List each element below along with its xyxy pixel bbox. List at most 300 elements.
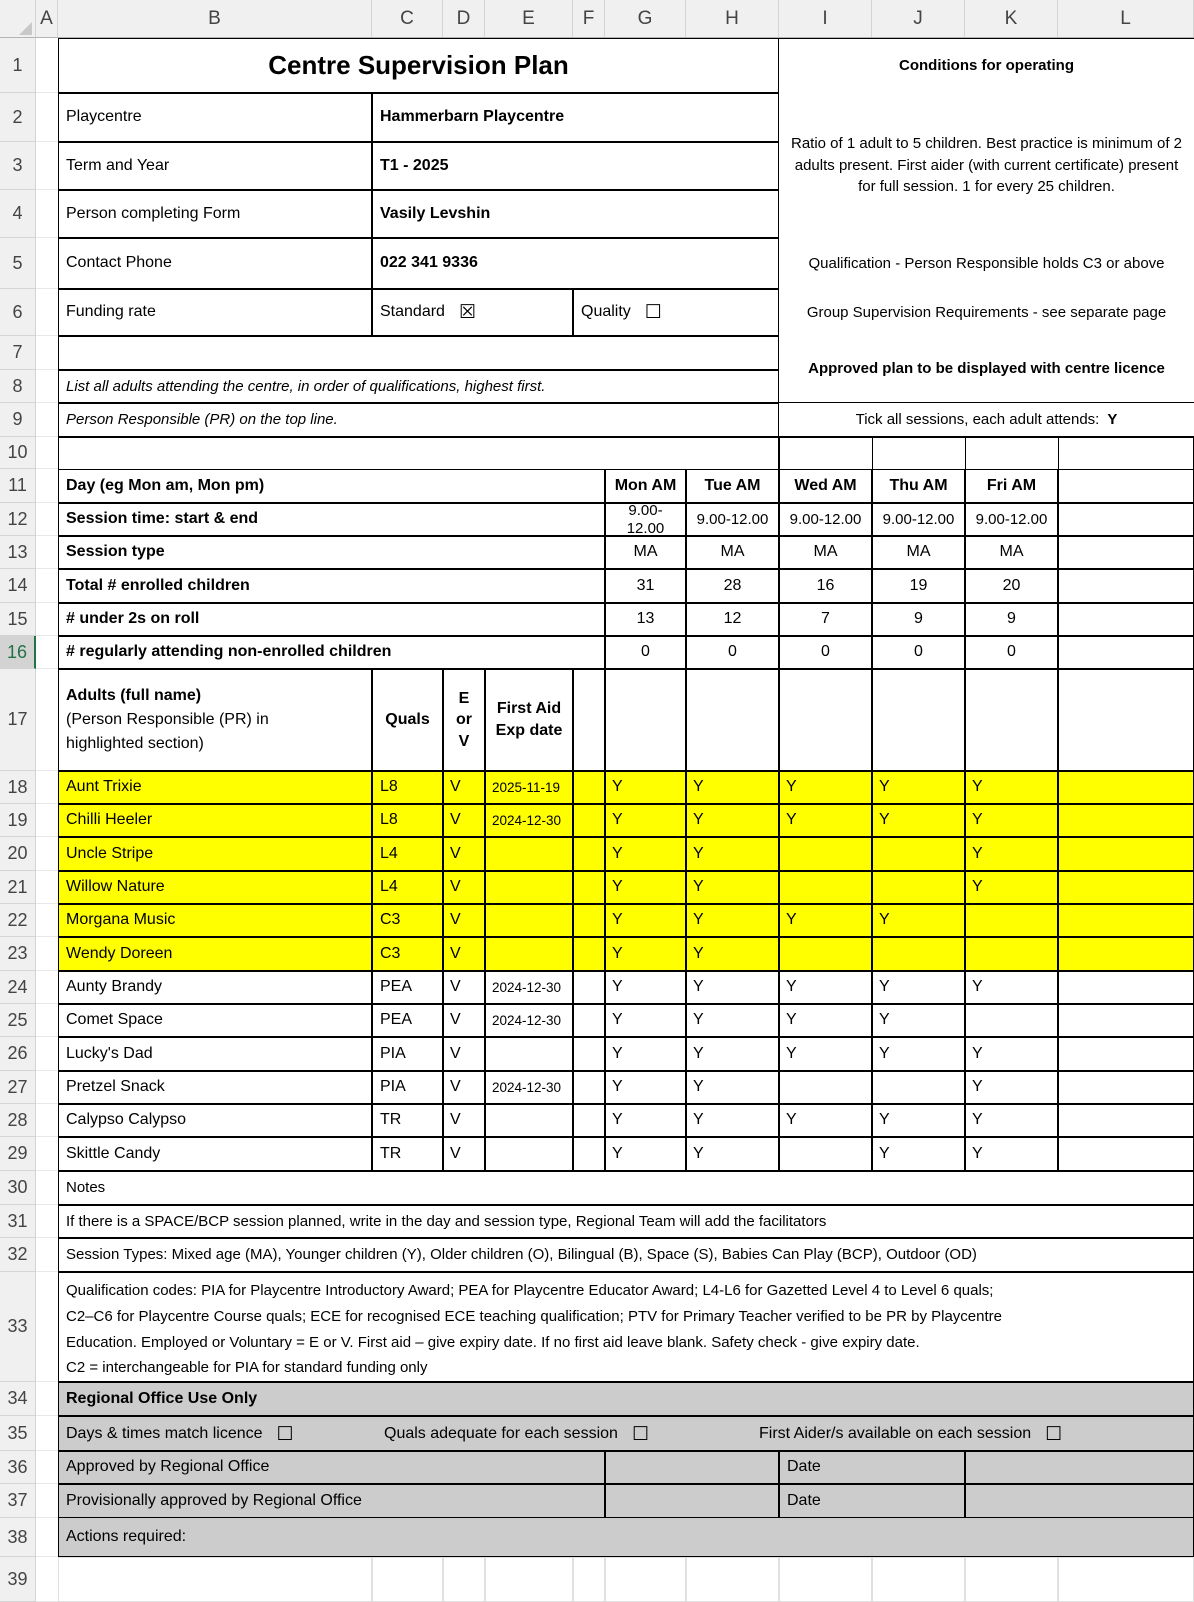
session-total_enrolled-j[interactable]: 19 — [872, 569, 965, 603]
adult-quals-1[interactable]: L8 — [372, 771, 443, 804]
row-header-29[interactable]: 29 — [0, 1137, 36, 1171]
session-times-i[interactable]: 9.00-12.00 — [779, 503, 872, 536]
adult-attendance-2-l[interactable] — [1058, 804, 1194, 837]
adult-attendance-4-j[interactable] — [872, 871, 965, 904]
session-under_twos-g[interactable]: 13 — [605, 603, 686, 636]
funding-quality-label: Quality — [581, 303, 631, 321]
select-all-corner[interactable] — [0, 0, 36, 37]
adult-attendance-7-h[interactable]: Y — [686, 971, 779, 1004]
cell-a16[interactable] — [36, 636, 58, 669]
empty-cell-39-e[interactable] — [485, 1557, 573, 1602]
adult-attendance-6-j[interactable] — [872, 937, 965, 971]
adult-attendance-6-l[interactable] — [1058, 937, 1194, 971]
cell-a31[interactable] — [36, 1205, 58, 1238]
adults-header-session-k — [965, 669, 1058, 771]
session-times-l[interactable] — [1058, 503, 1194, 536]
blank-row-10-left[interactable] — [58, 437, 779, 469]
adult-attendance-12-l[interactable] — [1058, 1137, 1194, 1171]
session-total_enrolled-k[interactable]: 20 — [965, 569, 1058, 603]
row-header-26[interactable]: 26 — [0, 1037, 36, 1071]
cell-a4[interactable] — [36, 190, 58, 238]
funding-standard-checkbox[interactable]: ☒ — [458, 302, 476, 323]
column-header-f[interactable]: F — [573, 0, 605, 37]
cell-a10[interactable] — [36, 437, 58, 469]
adult-attendance-11-l[interactable] — [1058, 1104, 1194, 1137]
cell-a12[interactable] — [36, 503, 58, 536]
adult-attendance-4-l[interactable] — [1058, 871, 1194, 904]
row-header-12[interactable]: 12 — [0, 503, 36, 536]
row-header-19[interactable]: 19 — [0, 804, 36, 837]
session-days-h[interactable]: Tue AM — [686, 469, 779, 503]
adult-first-aid-8[interactable]: 2024-12-30 — [485, 1004, 573, 1037]
row-header-20[interactable]: 20 — [0, 837, 36, 871]
adult-attendance-10-l[interactable] — [1058, 1071, 1194, 1104]
cell-a37[interactable] — [36, 1484, 58, 1518]
adult-attendance-4-g[interactable]: Y — [605, 871, 686, 904]
session-non_enrolled-g[interactable]: 0 — [605, 636, 686, 669]
adult-e-or-v-5[interactable]: V — [443, 904, 485, 937]
row-header-28[interactable]: 28 — [0, 1104, 36, 1137]
row-header-6[interactable]: 6 — [0, 289, 36, 336]
cell-a9[interactable] — [36, 403, 58, 437]
session-days-k[interactable]: Fri AM — [965, 469, 1058, 503]
adult-spacer-f-11[interactable] — [573, 1104, 605, 1137]
adult-spacer-f-5[interactable] — [573, 904, 605, 937]
cell-a26[interactable] — [36, 1037, 58, 1071]
row-header-9[interactable]: 9 — [0, 403, 36, 437]
adult-e-or-v-11[interactable]: V — [443, 1104, 485, 1137]
blank-row-7[interactable] — [58, 336, 779, 370]
row-header-5[interactable]: 5 — [0, 238, 36, 289]
adult-attendance-11-j[interactable]: Y — [872, 1104, 965, 1137]
session-times-k[interactable]: 9.00-12.00 — [965, 503, 1058, 536]
cell-a7[interactable] — [36, 336, 58, 370]
regional-office-provisional-date-value[interactable] — [965, 1484, 1194, 1518]
row-header-1[interactable]: 1 — [0, 38, 36, 93]
adult-attendance-9-j[interactable]: Y — [872, 1037, 965, 1071]
adult-attendance-2-g[interactable]: Y — [605, 804, 686, 837]
cell-a36[interactable] — [36, 1451, 58, 1484]
funding-standard-cell[interactable] — [372, 289, 573, 336]
empty-cell-39-j[interactable] — [872, 1557, 965, 1602]
cell-a23[interactable] — [36, 937, 58, 971]
adult-attendance-11-g[interactable]: Y — [605, 1104, 686, 1137]
cell-a11[interactable] — [36, 469, 58, 503]
cell-a14[interactable] — [36, 569, 58, 603]
adult-attendance-3-h[interactable]: Y — [686, 837, 779, 871]
row-header-10[interactable]: 10 — [0, 437, 36, 469]
column-header-k[interactable]: K — [965, 0, 1058, 37]
adult-quals-7[interactable]: PEA — [372, 971, 443, 1004]
blank-row-10-l[interactable] — [1058, 437, 1194, 469]
cell-a33[interactable] — [36, 1272, 58, 1382]
regional-office-provisional-value[interactable] — [605, 1484, 779, 1518]
funding-quality-checkbox[interactable]: ☐ — [644, 302, 662, 323]
adult-spacer-f-2[interactable] — [573, 804, 605, 837]
cell-a32[interactable] — [36, 1238, 58, 1272]
adult-attendance-10-h[interactable]: Y — [686, 1071, 779, 1104]
value-contact_phone[interactable]: 022 341 9336 — [372, 238, 779, 289]
cell-a29[interactable] — [36, 1137, 58, 1171]
row-header-7[interactable]: 7 — [0, 336, 36, 370]
column-header-l[interactable]: L — [1058, 0, 1194, 37]
funding-quality-cell[interactable] — [573, 289, 779, 336]
session-total_enrolled-g[interactable]: 31 — [605, 569, 686, 603]
row-header-14[interactable]: 14 — [0, 569, 36, 603]
row-header-34[interactable]: 34 — [0, 1382, 36, 1416]
adult-attendance-2-j[interactable]: Y — [872, 804, 965, 837]
column-header-i[interactable]: I — [779, 0, 872, 37]
adult-e-or-v-1[interactable]: V — [443, 771, 485, 804]
regional-office-days-times-match-checkbox[interactable]: ☐ — [276, 1424, 294, 1445]
adult-first-aid-10[interactable]: 2024-12-30 — [485, 1071, 573, 1104]
adult-spacer-f-12[interactable] — [573, 1137, 605, 1171]
row-header-36[interactable]: 36 — [0, 1451, 36, 1484]
row-header-18[interactable]: 18 — [0, 771, 36, 804]
session-types-j[interactable]: MA — [872, 536, 965, 569]
cell-a22[interactable] — [36, 904, 58, 937]
adult-attendance-3-g[interactable]: Y — [605, 837, 686, 871]
row-header-23[interactable]: 23 — [0, 937, 36, 971]
cell-a25[interactable] — [36, 1004, 58, 1037]
adult-attendance-7-l[interactable] — [1058, 971, 1194, 1004]
adult-attendance-2-h[interactable]: Y — [686, 804, 779, 837]
session-types-k[interactable]: MA — [965, 536, 1058, 569]
regional-office-first-aiders-available-checkbox[interactable]: ☐ — [1045, 1424, 1063, 1445]
adult-spacer-f-8[interactable] — [573, 1004, 605, 1037]
notes-qual-codes-line4: C2 = interchangeable for PIA for standard funding only — [66, 1359, 428, 1377]
cell-a15[interactable] — [36, 603, 58, 636]
adult-attendance-5-h[interactable]: Y — [686, 904, 779, 937]
adult-attendance-7-i[interactable]: Y — [779, 971, 872, 1004]
column-header-c[interactable]: C — [372, 0, 443, 37]
cell-a8[interactable] — [36, 370, 58, 403]
session-non_enrolled-k[interactable]: 0 — [965, 636, 1058, 669]
cell-a3[interactable] — [36, 142, 58, 190]
adults-header-spacer-f — [573, 669, 605, 771]
cell-a34[interactable] — [36, 1382, 58, 1416]
adult-name-12[interactable]: Skittle Candy — [58, 1137, 372, 1171]
adult-attendance-1-i[interactable]: Y — [779, 771, 872, 804]
adult-first-aid-1[interactable]: 2025-11-19 — [485, 771, 573, 804]
adult-spacer-f-6[interactable] — [573, 937, 605, 971]
cell-a35[interactable] — [36, 1416, 58, 1451]
session-non_enrolled-l[interactable] — [1058, 636, 1194, 669]
session-total_enrolled-l[interactable] — [1058, 569, 1194, 603]
adult-attendance-3-l[interactable] — [1058, 837, 1194, 871]
adult-e-or-v-2[interactable]: V — [443, 804, 485, 837]
adult-first-aid-9[interactable] — [485, 1037, 573, 1071]
adult-first-aid-2[interactable]: 2024-12-30 — [485, 804, 573, 837]
adult-e-or-v-9[interactable]: V — [443, 1037, 485, 1071]
adult-attendance-3-j[interactable] — [872, 837, 965, 871]
adult-attendance-6-g[interactable]: Y — [605, 937, 686, 971]
adult-name-1[interactable]: Aunt Trixie — [58, 771, 372, 804]
adult-quals-9[interactable]: PIA — [372, 1037, 443, 1071]
row-header-15[interactable]: 15 — [0, 603, 36, 636]
adult-attendance-1-k[interactable]: Y — [965, 771, 1058, 804]
adult-attendance-4-k[interactable]: Y — [965, 871, 1058, 904]
adult-first-aid-4[interactable] — [485, 871, 573, 904]
adult-attendance-12-i[interactable] — [779, 1137, 872, 1171]
adult-first-aid-6[interactable] — [485, 937, 573, 971]
session-non_enrolled-j[interactable]: 0 — [872, 636, 965, 669]
adult-name-11[interactable]: Calypso Calypso — [58, 1104, 372, 1137]
adult-quals-6[interactable]: C3 — [372, 937, 443, 971]
session-times-g[interactable]: 9.00-12.00 — [605, 503, 686, 536]
adult-name-8[interactable]: Comet Space — [58, 1004, 372, 1037]
adult-quals-2[interactable]: L8 — [372, 804, 443, 837]
adult-quals-4[interactable]: L4 — [372, 871, 443, 904]
cell-a19[interactable] — [36, 804, 58, 837]
adult-e-or-v-8[interactable]: V — [443, 1004, 485, 1037]
adult-attendance-2-i[interactable]: Y — [779, 804, 872, 837]
row-header-25[interactable]: 25 — [0, 1004, 36, 1037]
cell-a21[interactable] — [36, 871, 58, 904]
adult-attendance-5-g[interactable]: Y — [605, 904, 686, 937]
adult-quals-3[interactable]: L4 — [372, 837, 443, 871]
adults-header-e-or-v-line3: V — [458, 732, 470, 750]
row-header-31[interactable]: 31 — [0, 1205, 36, 1238]
adult-attendance-2-k[interactable]: Y — [965, 804, 1058, 837]
row-header-32[interactable]: 32 — [0, 1238, 36, 1272]
cell-a20[interactable] — [36, 837, 58, 871]
empty-cell-39-h[interactable] — [686, 1557, 779, 1602]
adult-attendance-4-i[interactable] — [779, 871, 872, 904]
adult-first-aid-5[interactable] — [485, 904, 573, 937]
regional-office-approved-value[interactable] — [605, 1451, 779, 1484]
column-header-h[interactable]: H — [686, 0, 779, 37]
regional-office-first-aiders-available-group — [759, 1417, 1062, 1451]
row-header-30[interactable]: 30 — [0, 1171, 36, 1205]
session-types-h[interactable]: MA — [686, 536, 779, 569]
adult-quals-11[interactable]: TR — [372, 1104, 443, 1137]
adult-attendance-8-j[interactable]: Y — [872, 1004, 965, 1037]
adult-e-or-v-4[interactable]: V — [443, 871, 485, 904]
column-header-d[interactable]: D — [443, 0, 485, 37]
session-days-i[interactable]: Wed AM — [779, 469, 872, 503]
adult-attendance-10-j[interactable] — [872, 1071, 965, 1104]
session-row-label-under_twos: # under 2s on roll — [58, 603, 605, 636]
adult-attendance-5-j[interactable]: Y — [872, 904, 965, 937]
blank-row-10-k[interactable] — [965, 437, 1058, 469]
cell-a6[interactable] — [36, 289, 58, 336]
adult-spacer-f-10[interactable] — [573, 1071, 605, 1104]
cell-a13[interactable] — [36, 536, 58, 569]
row-header-39[interactable]: 39 — [0, 1557, 36, 1602]
adult-name-3[interactable]: Uncle Stripe — [58, 837, 372, 871]
adult-attendance-12-h[interactable]: Y — [686, 1137, 779, 1171]
session-under_twos-k[interactable]: 9 — [965, 603, 1058, 636]
session-under_twos-l[interactable] — [1058, 603, 1194, 636]
adult-e-or-v-7[interactable]: V — [443, 971, 485, 1004]
row-header-2[interactable]: 2 — [0, 93, 36, 142]
empty-cell-39-k[interactable] — [965, 1557, 1058, 1602]
session-types-i[interactable]: MA — [779, 536, 872, 569]
session-under_twos-h[interactable]: 12 — [686, 603, 779, 636]
empty-cell-39-b[interactable] — [58, 1557, 372, 1602]
empty-cell-39-f[interactable] — [573, 1557, 605, 1602]
cell-a18[interactable] — [36, 771, 58, 804]
cell-a39[interactable] — [36, 1557, 58, 1602]
blank-row-10-j[interactable] — [872, 437, 965, 469]
value-term_and_year[interactable]: T1 - 2025 — [372, 142, 779, 190]
blank-row-10-i[interactable] — [779, 437, 872, 469]
value-person_completing_form[interactable]: Vasily Levshin — [372, 190, 779, 238]
row-header-8[interactable]: 8 — [0, 370, 36, 403]
value-playcentre[interactable]: Hammerbarn Playcentre — [372, 93, 779, 142]
adult-first-aid-7[interactable]: 2024-12-30 — [485, 971, 573, 1004]
cell-a28[interactable] — [36, 1104, 58, 1137]
session-under_twos-j[interactable]: 9 — [872, 603, 965, 636]
adult-attendance-8-l[interactable] — [1058, 1004, 1194, 1037]
adult-attendance-10-k[interactable]: Y — [965, 1071, 1058, 1104]
adult-attendance-4-h[interactable]: Y — [686, 871, 779, 904]
adult-attendance-6-h[interactable]: Y — [686, 937, 779, 971]
empty-cell-39-c[interactable] — [372, 1557, 443, 1602]
adult-quals-12[interactable]: TR — [372, 1137, 443, 1171]
adult-attendance-8-k[interactable] — [965, 1004, 1058, 1037]
adult-quals-8[interactable]: PEA — [372, 1004, 443, 1037]
adult-attendance-3-i[interactable] — [779, 837, 872, 871]
adult-attendance-1-h[interactable]: Y — [686, 771, 779, 804]
adult-attendance-8-g[interactable]: Y — [605, 1004, 686, 1037]
adult-name-5[interactable]: Morgana Music — [58, 904, 372, 937]
session-types-g[interactable]: MA — [605, 536, 686, 569]
adult-e-or-v-12[interactable]: V — [443, 1137, 485, 1171]
conditions-heading: Conditions for operating — [779, 38, 1194, 93]
adult-attendance-10-i[interactable] — [779, 1071, 872, 1104]
adult-spacer-f-3[interactable] — [573, 837, 605, 871]
session-total_enrolled-i[interactable]: 16 — [779, 569, 872, 603]
adult-attendance-5-k[interactable] — [965, 904, 1058, 937]
row-header-37[interactable]: 37 — [0, 1484, 36, 1518]
empty-cell-39-d[interactable] — [443, 1557, 485, 1602]
column-header-b[interactable]: B — [58, 0, 372, 37]
session-times-j[interactable]: 9.00-12.00 — [872, 503, 965, 536]
session-days-g[interactable]: Mon AM — [605, 469, 686, 503]
adult-attendance-6-i[interactable] — [779, 937, 872, 971]
adult-name-4[interactable]: Willow Nature — [58, 871, 372, 904]
column-header-e[interactable]: E — [485, 0, 573, 37]
cell-a1[interactable] — [36, 38, 58, 93]
cell-a30[interactable] — [36, 1171, 58, 1205]
adult-name-2[interactable]: Chilli Heeler — [58, 804, 372, 837]
cell-a5[interactable] — [36, 238, 58, 289]
adult-attendance-7-g[interactable]: Y — [605, 971, 686, 1004]
adult-name-10[interactable]: Pretzel Snack — [58, 1071, 372, 1104]
cell-a17[interactable] — [36, 669, 58, 771]
adult-attendance-7-k[interactable]: Y — [965, 971, 1058, 1004]
adult-attendance-9-i[interactable]: Y — [779, 1037, 872, 1071]
row-header-24[interactable]: 24 — [0, 971, 36, 1004]
adult-attendance-5-l[interactable] — [1058, 904, 1194, 937]
row-header-3[interactable]: 3 — [0, 142, 36, 190]
regional-office-approved-date-value[interactable] — [965, 1451, 1194, 1484]
adult-attendance-1-l[interactable] — [1058, 771, 1194, 804]
adult-attendance-9-g[interactable]: Y — [605, 1037, 686, 1071]
adult-attendance-11-i[interactable]: Y — [779, 1104, 872, 1137]
regional-office-quals-adequate-checkbox[interactable]: ☐ — [631, 1424, 649, 1445]
row-header-38[interactable]: 38 — [0, 1518, 36, 1557]
adult-attendance-12-j[interactable]: Y — [872, 1137, 965, 1171]
empty-cell-39-i[interactable] — [779, 1557, 872, 1602]
adult-attendance-9-h[interactable]: Y — [686, 1037, 779, 1071]
adult-attendance-1-j[interactable]: Y — [872, 771, 965, 804]
empty-cell-39-l[interactable] — [1058, 1557, 1194, 1602]
adult-name-7[interactable]: Aunty Brandy — [58, 971, 372, 1004]
adult-attendance-8-i[interactable]: Y — [779, 1004, 872, 1037]
session-times-h[interactable]: 9.00-12.00 — [686, 503, 779, 536]
row-header-13[interactable]: 13 — [0, 536, 36, 569]
adult-name-9[interactable]: Lucky's Dad — [58, 1037, 372, 1071]
adult-attendance-12-g[interactable]: Y — [605, 1137, 686, 1171]
adult-spacer-f-9[interactable] — [573, 1037, 605, 1071]
adult-e-or-v-3[interactable]: V — [443, 837, 485, 871]
adults-header-session-h — [686, 669, 779, 771]
cell-a24[interactable] — [36, 971, 58, 1004]
row-header-27[interactable]: 27 — [0, 1071, 36, 1104]
row-header-35[interactable]: 35 — [0, 1416, 36, 1451]
session-total_enrolled-h[interactable]: 28 — [686, 569, 779, 603]
row-header-4[interactable]: 4 — [0, 190, 36, 238]
session-types-l[interactable] — [1058, 536, 1194, 569]
adult-attendance-6-k[interactable] — [965, 937, 1058, 971]
adult-first-aid-11[interactable] — [485, 1104, 573, 1137]
adult-attendance-1-g[interactable]: Y — [605, 771, 686, 804]
adult-first-aid-12[interactable] — [485, 1137, 573, 1171]
adult-first-aid-3[interactable] — [485, 837, 573, 871]
column-header-g[interactable]: G — [605, 0, 686, 37]
row-header-22[interactable]: 22 — [0, 904, 36, 937]
cell-a27[interactable] — [36, 1071, 58, 1104]
adult-attendance-7-j[interactable]: Y — [872, 971, 965, 1004]
cell-a2[interactable] — [36, 93, 58, 142]
row-header-21[interactable]: 21 — [0, 871, 36, 904]
adult-attendance-12-k[interactable]: Y — [965, 1137, 1058, 1171]
adult-attendance-8-h[interactable]: Y — [686, 1004, 779, 1037]
adult-e-or-v-10[interactable]: V — [443, 1071, 485, 1104]
row-header-11[interactable]: 11 — [0, 469, 36, 503]
adult-quals-10[interactable]: PIA — [372, 1071, 443, 1104]
session-under_twos-i[interactable]: 7 — [779, 603, 872, 636]
adult-attendance-3-k[interactable]: Y — [965, 837, 1058, 871]
adult-attendance-9-l[interactable] — [1058, 1037, 1194, 1071]
adult-e-or-v-6[interactable]: V — [443, 937, 485, 971]
adult-quals-5[interactable]: C3 — [372, 904, 443, 937]
session-days-l[interactable] — [1058, 469, 1194, 503]
adult-attendance-11-k[interactable]: Y — [965, 1104, 1058, 1137]
session-days-j[interactable]: Thu AM — [872, 469, 965, 503]
adult-spacer-f-1[interactable] — [573, 771, 605, 804]
row-header-33[interactable]: 33 — [0, 1272, 36, 1382]
adult-attendance-10-g[interactable]: Y — [605, 1071, 686, 1104]
adult-spacer-f-4[interactable] — [573, 871, 605, 904]
adult-attendance-11-h[interactable]: Y — [686, 1104, 779, 1137]
cell-a38[interactable] — [36, 1518, 58, 1557]
adult-attendance-9-k[interactable]: Y — [965, 1037, 1058, 1071]
adult-name-6[interactable]: Wendy Doreen — [58, 937, 372, 971]
column-header-a[interactable]: A — [36, 0, 58, 37]
session-non_enrolled-h[interactable]: 0 — [686, 636, 779, 669]
adult-spacer-f-7[interactable] — [573, 971, 605, 1004]
empty-cell-39-g[interactable] — [605, 1557, 686, 1602]
session-non_enrolled-i[interactable]: 0 — [779, 636, 872, 669]
column-header-j[interactable]: J — [872, 0, 965, 37]
adult-attendance-5-i[interactable]: Y — [779, 904, 872, 937]
row-header-16[interactable]: 16 — [0, 636, 36, 669]
row-header-17[interactable]: 17 — [0, 669, 36, 771]
